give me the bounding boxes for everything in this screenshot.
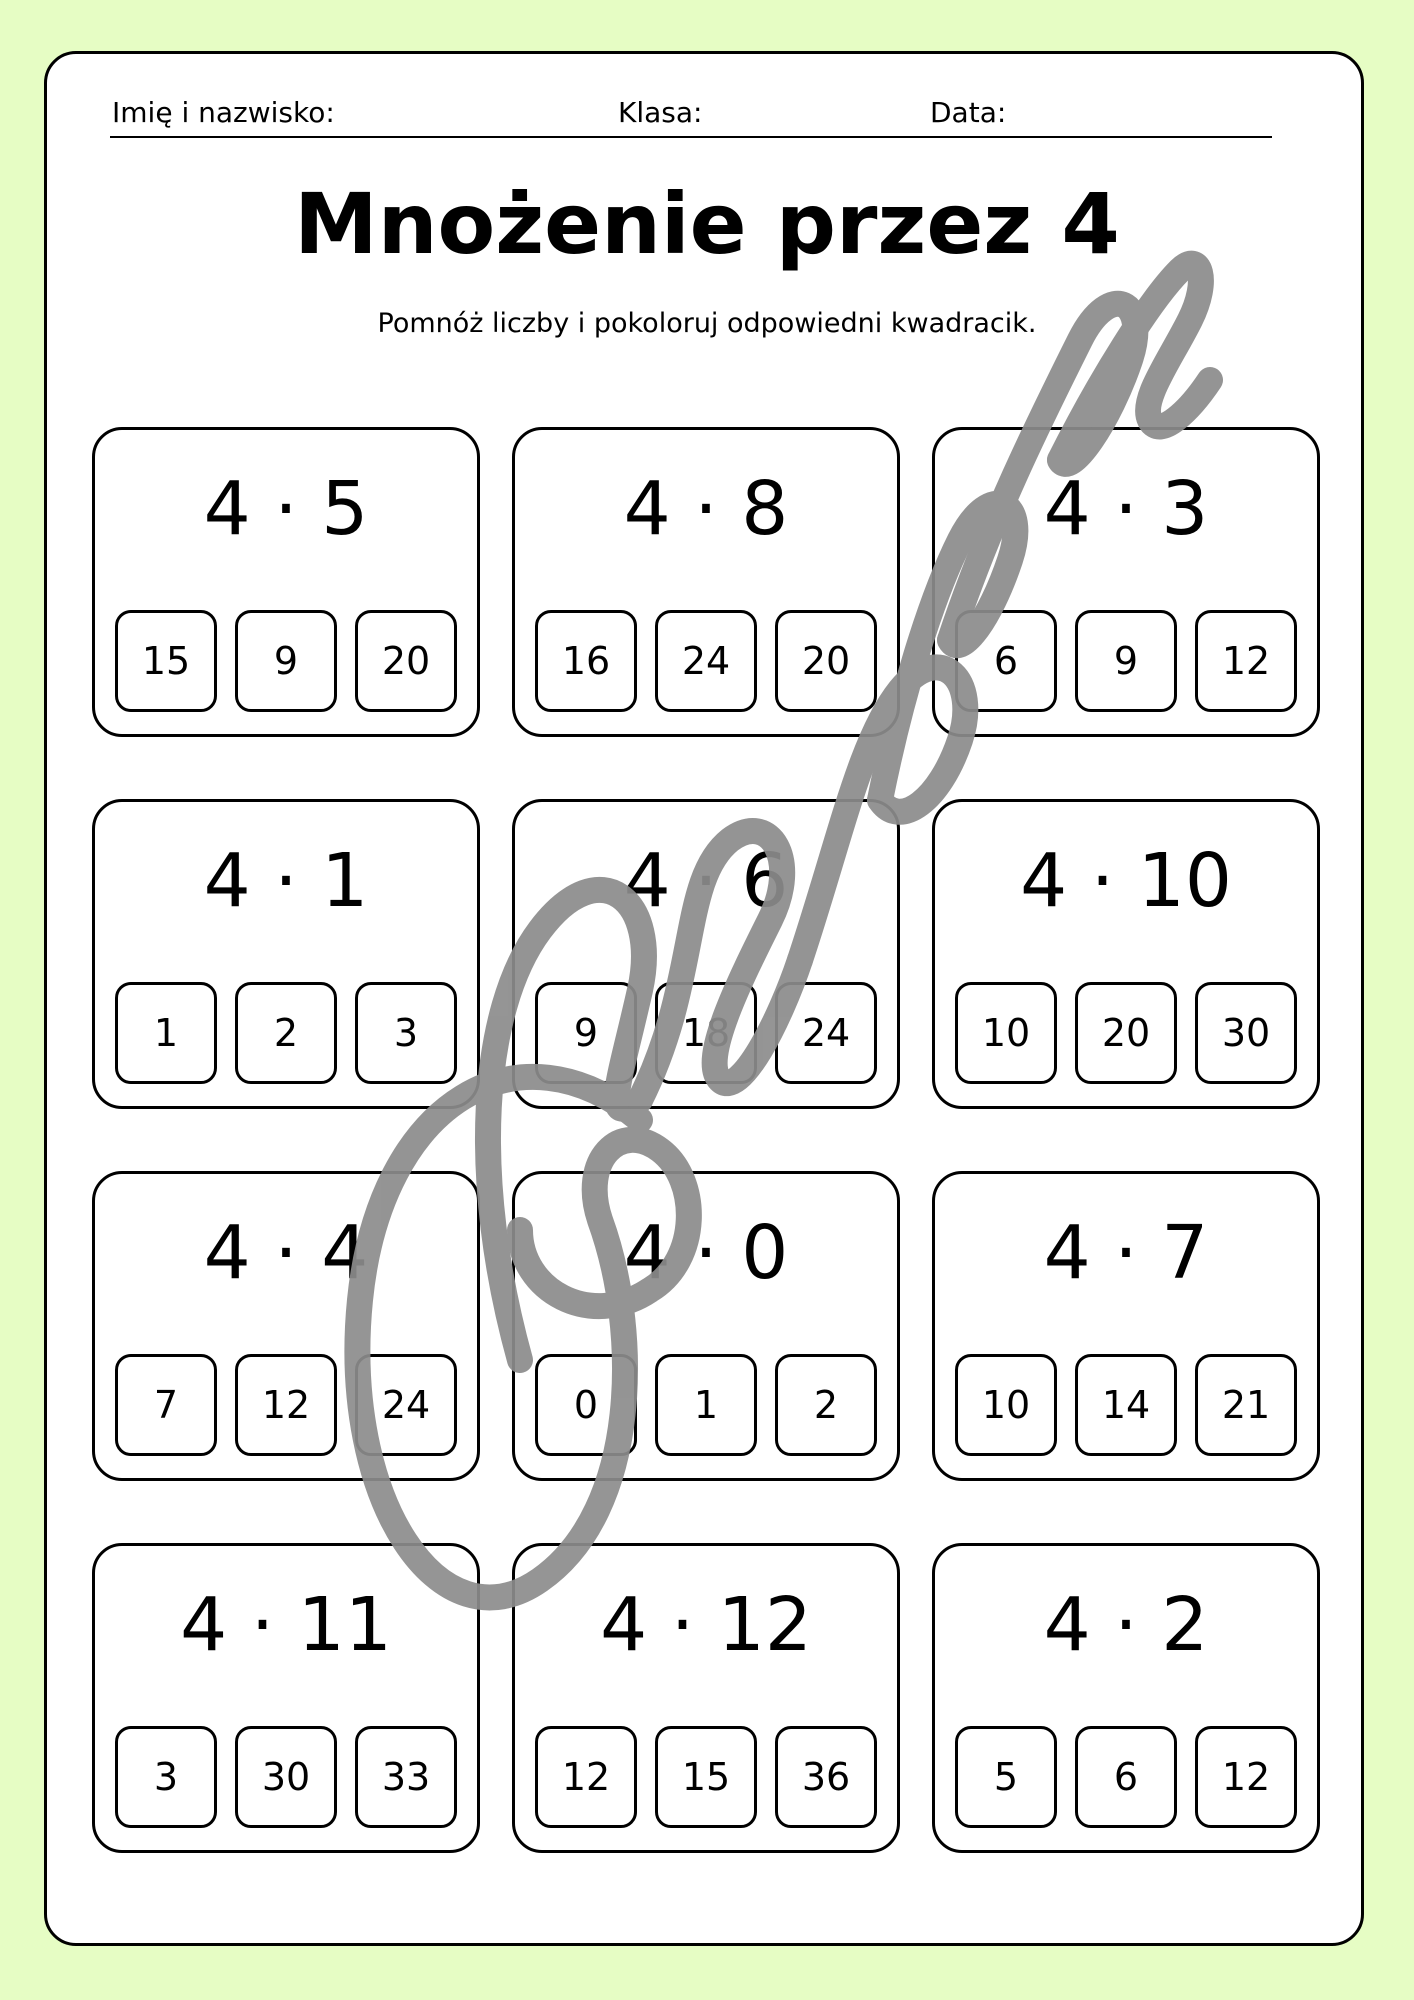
problem-card <box>932 1171 1320 1481</box>
problem-expression: 4 · 8 <box>623 466 789 552</box>
problem-card <box>932 427 1320 737</box>
answer-options <box>955 982 1297 1084</box>
problem-card <box>512 427 900 737</box>
problem-expression: 4 · 5 <box>203 466 369 552</box>
answer-options <box>535 1726 877 1828</box>
problem-expression: 4 · 1 <box>203 838 369 924</box>
answer-box[interactable]: 1 <box>655 1354 757 1456</box>
answer-box[interactable]: 18 <box>655 982 757 1084</box>
answer-box[interactable]: 9 <box>535 982 637 1084</box>
answer-box[interactable]: 7 <box>115 1354 217 1456</box>
problem-card <box>512 799 900 1109</box>
answer-box[interactable]: 12 <box>535 1726 637 1828</box>
answer-options <box>115 1354 457 1456</box>
answer-box[interactable]: 9 <box>1075 610 1177 712</box>
answer-box[interactable]: 12 <box>1195 1726 1297 1828</box>
problem-expression: 4 · 6 <box>623 838 789 924</box>
answer-box[interactable]: 3 <box>355 982 457 1084</box>
answer-box[interactable]: 20 <box>355 610 457 712</box>
answer-box[interactable]: 6 <box>955 610 1057 712</box>
answer-box[interactable]: 2 <box>235 982 337 1084</box>
problem-expression: 4 · 0 <box>623 1210 789 1296</box>
answer-box[interactable]: 33 <box>355 1726 457 1828</box>
answer-box[interactable]: 15 <box>655 1726 757 1828</box>
problem-expression: 4 · 11 <box>180 1582 392 1668</box>
answer-box[interactable]: 16 <box>535 610 637 712</box>
answer-options <box>955 610 1297 712</box>
problem-card <box>512 1543 900 1853</box>
problem-expression: 4 · 2 <box>1043 1582 1209 1668</box>
class-label: Klasa: <box>618 96 703 129</box>
problem-expression: 4 · 7 <box>1043 1210 1209 1296</box>
answer-options <box>115 1726 457 1828</box>
answer-box[interactable]: 3 <box>115 1726 217 1828</box>
answer-box[interactable]: 30 <box>1195 982 1297 1084</box>
problem-card <box>92 799 480 1109</box>
answer-box[interactable]: 21 <box>1195 1354 1297 1456</box>
answer-options <box>955 1726 1297 1828</box>
answer-options <box>115 610 457 712</box>
answer-box[interactable]: 14 <box>1075 1354 1177 1456</box>
problem-card <box>932 1543 1320 1853</box>
name-label: Imię i nazwisko: <box>112 96 335 129</box>
answer-box[interactable]: 12 <box>235 1354 337 1456</box>
answer-options <box>535 1354 877 1456</box>
answer-box[interactable]: 20 <box>1075 982 1177 1084</box>
answer-box[interactable]: 9 <box>235 610 337 712</box>
problem-expression: 4 · 12 <box>600 1582 812 1668</box>
date-label: Data: <box>930 96 1007 129</box>
answer-box[interactable]: 10 <box>955 1354 1057 1456</box>
problem-expression: 4 · 10 <box>1020 838 1232 924</box>
answer-box[interactable]: 36 <box>775 1726 877 1828</box>
answer-box[interactable]: 24 <box>655 610 757 712</box>
answer-box[interactable]: 0 <box>535 1354 637 1456</box>
header-write-line[interactable] <box>110 136 1272 138</box>
problem-card <box>92 1171 480 1481</box>
answer-options <box>535 982 877 1084</box>
answer-box[interactable]: 24 <box>355 1354 457 1456</box>
problem-card <box>512 1171 900 1481</box>
answer-box[interactable]: 12 <box>1195 610 1297 712</box>
problem-expression: 4 · 3 <box>1043 466 1209 552</box>
answer-options <box>535 610 877 712</box>
answer-box[interactable]: 6 <box>1075 1726 1177 1828</box>
answer-box[interactable]: 24 <box>775 982 877 1084</box>
problem-card <box>932 799 1320 1109</box>
answer-box[interactable]: 30 <box>235 1726 337 1828</box>
answer-options <box>955 1354 1297 1456</box>
answer-box[interactable]: 2 <box>775 1354 877 1456</box>
answer-box[interactable]: 15 <box>115 610 217 712</box>
answer-box[interactable]: 10 <box>955 982 1057 1084</box>
answer-box[interactable]: 1 <box>115 982 217 1084</box>
instruction-text: Pomnóż liczby i pokoloruj odpowiedni kwadracik. <box>377 308 1037 339</box>
answer-options <box>115 982 457 1084</box>
problem-card <box>92 427 480 737</box>
page-title: Mnożenie przez 4 <box>294 175 1120 273</box>
problem-expression: 4 · 4 <box>203 1210 369 1296</box>
problem-card <box>92 1543 480 1853</box>
answer-box[interactable]: 20 <box>775 610 877 712</box>
answer-box[interactable]: 5 <box>955 1726 1057 1828</box>
